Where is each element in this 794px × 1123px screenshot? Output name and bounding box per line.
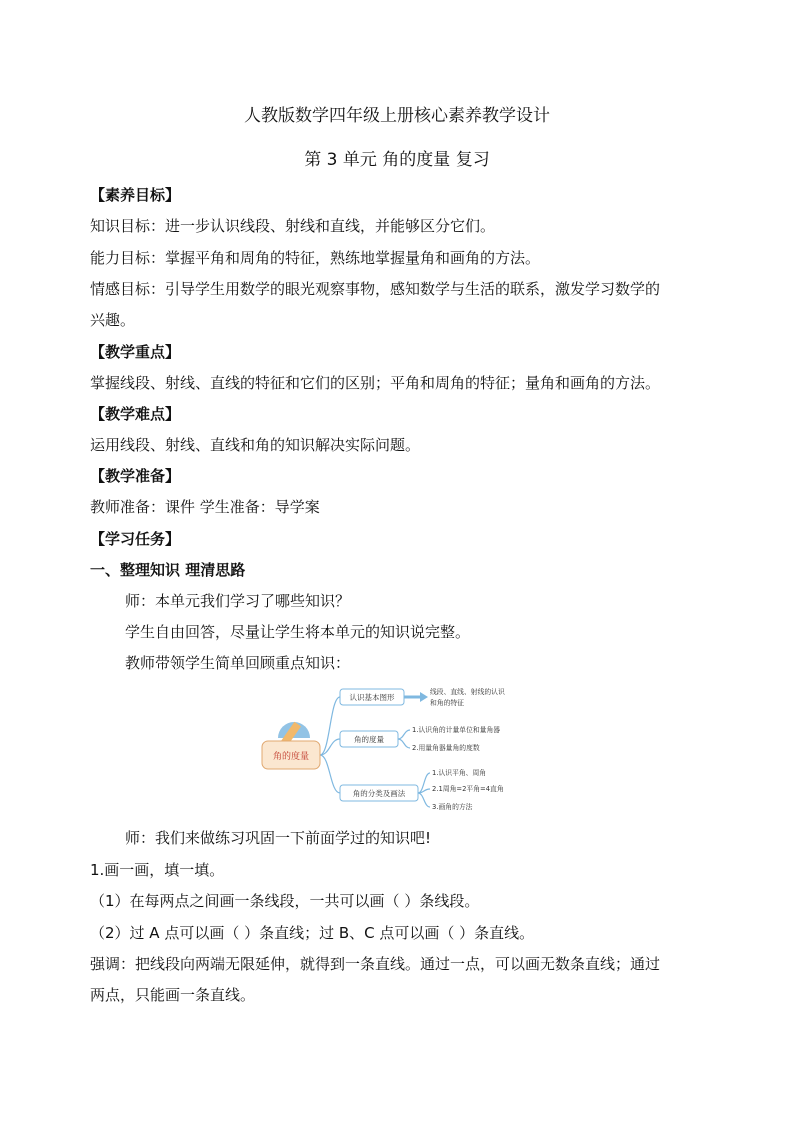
prep-heading: 【教学准备】 <box>90 467 181 485</box>
exercise-1-part-1: （1）在每两点之间画一条线段，一共可以画（ ）条线段。 <box>90 892 480 910</box>
document-title: 人教版数学四年级上册核心素养教学设计 <box>244 106 550 126</box>
mindmap-item-2-1: 1.认识角的计量单位和量角器 <box>412 726 501 734</box>
mindmap-item-1-1: 线段、直线、射线的认识 <box>430 688 505 696</box>
goals-heading: 【素养目标】 <box>90 186 181 204</box>
exercise-1: 1.画一画，填一填。 <box>90 861 225 879</box>
mindmap-item-3-3: 3.画角的方法 <box>432 803 473 811</box>
mindmap-item-2-2: 2.用量角器量角的度数 <box>412 744 480 752</box>
goal-emotion-line2: 兴趣。 <box>90 311 136 329</box>
prep-text: 教师准备：课件 学生准备：导学案 <box>90 498 320 516</box>
mindmap-item-3-1: 1.认识平角、周角 <box>432 769 487 777</box>
task-heading: 【学习任务】 <box>90 530 181 548</box>
mindmap-root-label: 角的度量 <box>272 752 310 762</box>
mindmap-item-3-2: 2.1周角=2平角=4直角 <box>432 785 504 793</box>
goal-emotion-line1: 情感目标：引导学生用数学的眼光观察事物，感知数学与生活的联系，激发学习数学的 <box>90 280 661 298</box>
exercise-1-part-2: （2）过 A 点可以画（ ）条直线；过 B、C 点可以画（ ）条直线。 <box>90 924 535 942</box>
emphasis-line1: 强调：把线段向两端无限延伸，就得到一条直线。通过一点，可以画无数条直线；通过 <box>90 955 661 973</box>
step1-heading: 一、整理知识 理清思路 <box>90 561 246 579</box>
emphasis-line2: 两点，只能画一条直线。 <box>90 986 256 1004</box>
knowledge-mindmap <box>258 683 548 813</box>
document-subtitle: 第 3 单元 角的度量 复习 <box>304 150 490 170</box>
goal-knowledge: 知识目标：进一步认识线段、射线和直线，并能够区分它们。 <box>90 217 496 235</box>
mindmap-branch-label-2: 角的度量 <box>354 735 384 744</box>
student-answer: 学生自由回答，尽量让学生将本单元的知识说完整。 <box>125 623 471 641</box>
goal-ability: 能力目标：掌握平角和周角的特征，熟练地掌握量角和画角的方法。 <box>90 249 541 267</box>
teacher-practice: 师：我们来做练习巩固一下前面学过的知识吧! <box>125 829 432 847</box>
difficulty-text: 运用线段、射线、直线和角的知识解决实际问题。 <box>90 436 421 454</box>
arrow-head-icon <box>420 692 428 702</box>
teacher-lead: 教师带领学生简单回顾重点知识： <box>125 654 351 672</box>
mindmap-branch-label-3: 角的分类及画法 <box>352 789 406 798</box>
teacher-question: 师：本单元我们学习了哪些知识？ <box>125 592 351 610</box>
key-heading: 【教学重点】 <box>90 343 181 361</box>
mindmap-branch-label-1: 认识基本图形 <box>349 693 395 702</box>
difficulty-heading: 【教学难点】 <box>90 405 181 423</box>
mindmap-item-1-2: 和角的特征 <box>430 699 464 707</box>
key-text: 掌握线段、射线、直线的特征和它们的区别；平角和周角的特征；量角和画角的方法。 <box>90 374 661 392</box>
